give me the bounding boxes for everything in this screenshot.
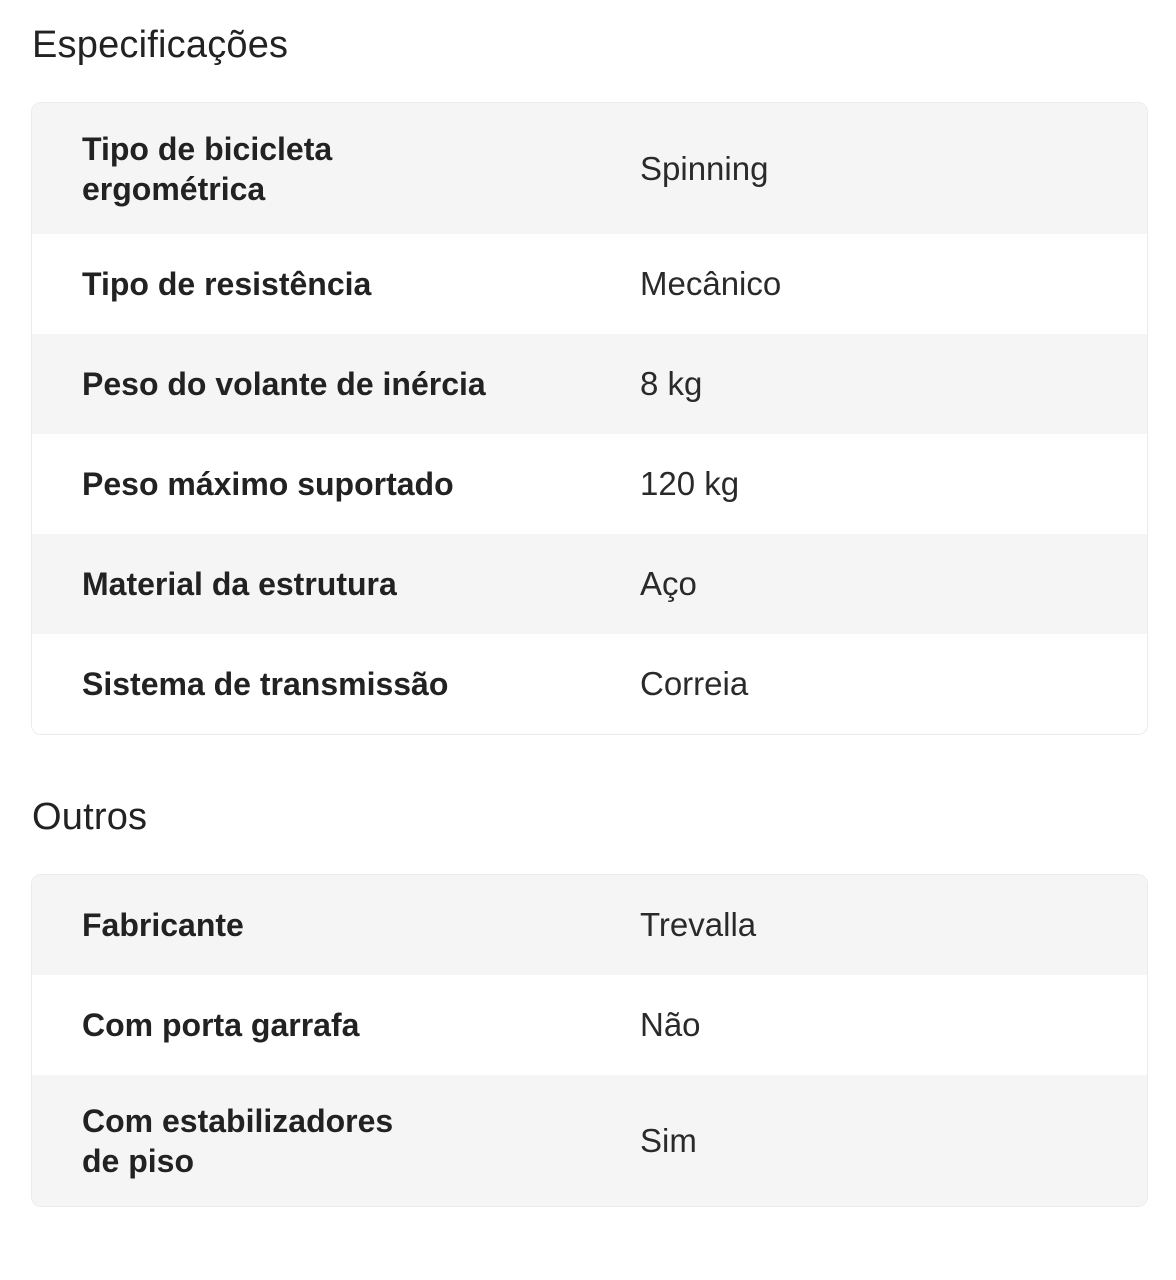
spec-value: Trevalla — [640, 906, 757, 943]
spec-label: Sistema de transmissão — [82, 666, 449, 702]
spec-label: Peso máximo suportado — [82, 466, 454, 502]
spec-row-floor-stabilizers — [32, 1075, 1147, 1206]
spec-value: Spinning — [640, 149, 769, 187]
spec-value: 120 kg — [640, 465, 740, 502]
spec-label: Com estabilizadores de piso — [82, 1102, 394, 1179]
spec-value: Mecânico — [640, 265, 782, 302]
spec-label: Fabricante — [82, 907, 244, 943]
spec-label: Tipo de bicicleta ergométrica — [82, 130, 333, 207]
spec-value: Não — [640, 1006, 701, 1043]
spec-label: Com porta garrafa — [82, 1007, 360, 1043]
spec-row-flywheel-weight — [32, 334, 1147, 434]
spec-row-resistance-type — [32, 234, 1147, 334]
other-section-title: Outros — [32, 796, 148, 838]
spec-value: Correia — [640, 665, 749, 702]
spec-value: Aço — [640, 565, 697, 602]
specs-section-title: Especificações — [32, 24, 289, 66]
specs-table — [31, 102, 1148, 735]
other-table — [31, 874, 1148, 1207]
spec-row-transmission — [32, 634, 1147, 734]
spec-label: Peso do volante de inércia — [82, 366, 486, 402]
spec-value: Sim — [640, 1121, 697, 1159]
spec-label: Tipo de resistência — [82, 266, 372, 302]
spec-row-bike-type — [32, 103, 1147, 234]
spec-row-manufacturer — [32, 875, 1147, 975]
spec-row-frame-material — [32, 534, 1147, 634]
spec-row-bottle-holder — [32, 975, 1147, 1075]
spec-row-max-weight — [32, 434, 1147, 534]
spec-value: 8 kg — [640, 365, 703, 402]
spec-label: Material da estrutura — [82, 566, 397, 602]
